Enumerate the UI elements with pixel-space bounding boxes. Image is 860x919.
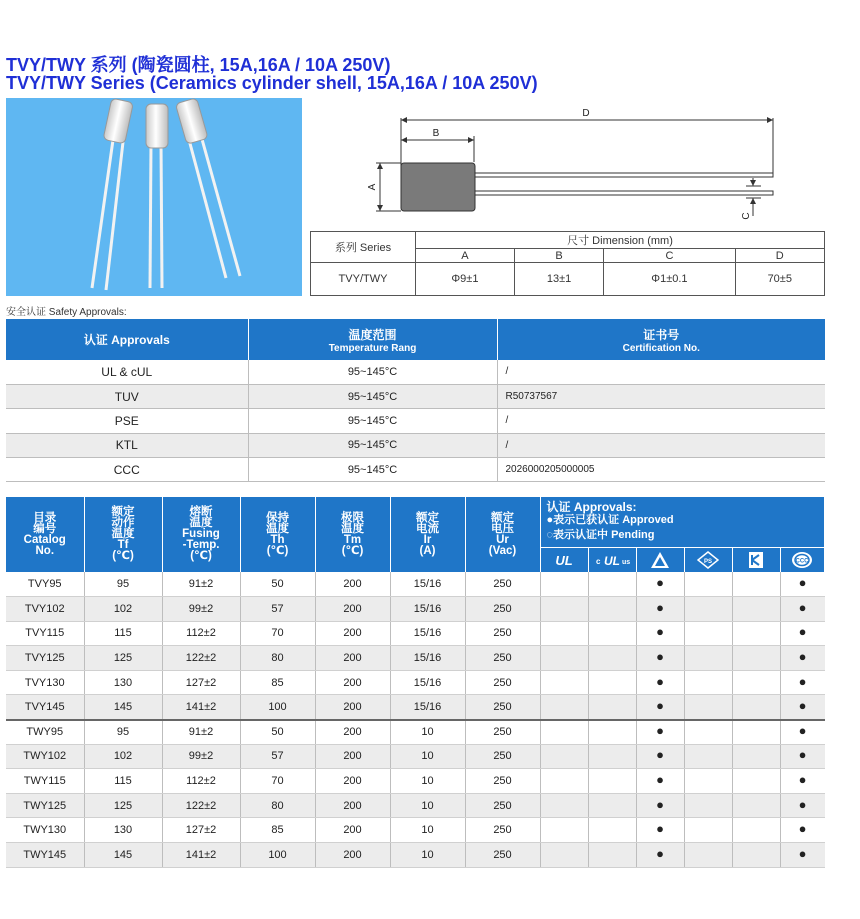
cell-ur: 250: [465, 818, 540, 843]
approval-mark-cul: [588, 646, 636, 671]
cell-ur: 250: [465, 621, 540, 646]
dim-col-d: D: [735, 249, 824, 263]
col-ir: 额定 电流 Ir (A): [390, 497, 465, 572]
approval-name: CCC: [6, 458, 248, 482]
col-tf: 额定 动作 温度 Tf (℃): [84, 497, 162, 572]
approval-mark-ul: [540, 621, 588, 646]
cell-ir: 15/16: [390, 621, 465, 646]
cell-no: TVY145: [6, 695, 84, 720]
cell-temp: 141±2: [162, 695, 240, 720]
cell-temp: 91±2: [162, 720, 240, 745]
approval-mark-pse: [684, 720, 732, 745]
title-en: TVY/TWY Series (Ceramics cylinder shell, 15A,16A / 10A 250V): [6, 73, 538, 93]
col-th: 保持 温度 Th (℃): [240, 497, 315, 572]
cell-tm: 200: [315, 597, 390, 622]
cell-temp: 99±2: [162, 744, 240, 769]
approval-mark-ccc: [780, 695, 825, 720]
cell-th: 57: [240, 744, 315, 769]
approved-dot-icon: ●: [798, 599, 807, 615]
cell-tm: 200: [315, 572, 390, 597]
cell-th: 57: [240, 597, 315, 622]
safety-approvals-label: 安全认证 Safety Approvals:: [6, 307, 127, 318]
approved-dot-icon: ●: [798, 821, 807, 837]
cell-ur: 250: [465, 670, 540, 695]
approved-dot-icon: ●: [798, 772, 807, 788]
approved-dot-icon: ●: [656, 624, 664, 640]
dim-col-a: A: [416, 249, 515, 263]
cell-ir: 15/16: [390, 695, 465, 720]
label-b: B: [432, 128, 440, 139]
approvals-table: [6, 319, 825, 482]
approval-mark-tuv: [636, 818, 684, 843]
table-row: [6, 670, 825, 695]
table-row: [6, 572, 825, 597]
approved-dot-icon: ●: [656, 723, 664, 739]
approval-mark-ul: [540, 843, 588, 868]
approval-mark-ul: [540, 646, 588, 671]
cell-tm: 200: [315, 621, 390, 646]
approval-cert: R50737567: [497, 384, 825, 408]
cell-tf: 95: [84, 572, 162, 597]
cell-ir: 10: [390, 843, 465, 868]
approval-mark-ccc: [780, 793, 825, 818]
approval-mark-ccc: [780, 572, 825, 597]
cell-no: TWY95: [6, 720, 84, 745]
cell-ir: 10: [390, 769, 465, 794]
cell-ur: 250: [465, 744, 540, 769]
cul-icon: [588, 547, 636, 572]
cell-tm: 200: [315, 818, 390, 843]
approval-name: UL & cUL: [6, 360, 248, 384]
cell-no: TWY130: [6, 818, 84, 843]
cell-ir: 15/16: [390, 670, 465, 695]
ccc-icon: [780, 547, 825, 572]
approval-mark-cul: [588, 720, 636, 745]
cell-tf: 102: [84, 744, 162, 769]
dimension-drawing: [306, 98, 826, 230]
cell-tf: 125: [84, 646, 162, 671]
col-fusing-temp: 熔断 温度 Fusing -Temp. (℃): [162, 497, 240, 572]
approval-mark-ccc: [780, 744, 825, 769]
approval-mark-cul: [588, 621, 636, 646]
dim-value-d: 70±5: [735, 263, 824, 296]
approval-mark-pse: [684, 744, 732, 769]
cell-no: TVY130: [6, 670, 84, 695]
approval-temp: 95~145°C: [248, 360, 497, 384]
table-row: [6, 744, 825, 769]
approval-mark-ul: [540, 720, 588, 745]
dim-series: TVY/TWY: [311, 263, 416, 296]
approved-dot-icon: ●: [798, 673, 807, 689]
approval-mark-cul: [588, 843, 636, 868]
col-tm: 极限 温度 Tm (℃): [315, 497, 390, 572]
cell-ir: 15/16: [390, 572, 465, 597]
cell-ur: 250: [465, 572, 540, 597]
cell-ir: 10: [390, 793, 465, 818]
approval-mark-cul: [588, 695, 636, 720]
cell-tf: 115: [84, 769, 162, 794]
approval-mark-ktl: [732, 843, 780, 868]
cell-ir: 15/16: [390, 597, 465, 622]
cell-tm: 200: [315, 646, 390, 671]
approval-row: [6, 360, 825, 384]
approved-dot-icon: ●: [798, 575, 807, 591]
cell-ur: 250: [465, 597, 540, 622]
approval-mark-cul: [588, 793, 636, 818]
cell-no: TVY102: [6, 597, 84, 622]
approval-mark-tuv: [636, 572, 684, 597]
approval-mark-ul: [540, 769, 588, 794]
approved-dot-icon: ●: [656, 575, 664, 591]
approval-mark-ktl: [732, 597, 780, 622]
approval-mark-tuv: [636, 769, 684, 794]
cell-th: 85: [240, 818, 315, 843]
dim-value-a: Φ9±1: [416, 263, 515, 296]
table-row: [6, 621, 825, 646]
approval-mark-ktl: [732, 670, 780, 695]
approval-mark-ccc: [780, 720, 825, 745]
table-row: [6, 818, 825, 843]
approval-mark-ul: [540, 695, 588, 720]
cell-no: TVY115: [6, 621, 84, 646]
cell-no: TWY145: [6, 843, 84, 868]
approval-mark-pse: [684, 769, 732, 794]
cell-tf: 130: [84, 670, 162, 695]
approval-mark-cul: [588, 744, 636, 769]
cell-temp: 141±2: [162, 843, 240, 868]
title-cn: TVY/TWY 系列 (陶瓷圆柱, 15A,16A / 10A 250V): [6, 55, 391, 75]
approval-cert: /: [497, 360, 825, 384]
cell-tf: 145: [84, 695, 162, 720]
table-row: [6, 597, 825, 622]
approved-dot-icon: ●: [656, 698, 664, 714]
approval-mark-cul: [588, 818, 636, 843]
approval-mark-ccc: [780, 769, 825, 794]
table-row: [6, 646, 825, 671]
cell-no: TVY95: [6, 572, 84, 597]
approved-dot-icon: ●: [798, 845, 807, 861]
series-header: 系列 Series: [311, 232, 416, 263]
approval-mark-pse: [684, 597, 732, 622]
cell-tf: 95: [84, 720, 162, 745]
svg-text:PS: PS: [703, 558, 713, 565]
pse-icon: [684, 547, 732, 572]
dim-col-b: B: [514, 249, 603, 263]
table-row: [6, 720, 825, 745]
approval-mark-tuv: [636, 670, 684, 695]
cell-th: 80: [240, 793, 315, 818]
approval-mark-cul: [588, 597, 636, 622]
approval-mark-ul: [540, 572, 588, 597]
approved-dot-icon: ●: [656, 649, 664, 665]
approval-mark-pse: [684, 621, 732, 646]
approval-temp: 95~145°C: [248, 433, 497, 457]
cell-th: 50: [240, 572, 315, 597]
approval-mark-ul: [540, 793, 588, 818]
cell-temp: 127±2: [162, 670, 240, 695]
approval-mark-tuv: [636, 720, 684, 745]
approved-dot-icon: ●: [798, 723, 807, 739]
cell-tm: 200: [315, 843, 390, 868]
approval-mark-tuv: [636, 793, 684, 818]
approval-mark-cul: [588, 670, 636, 695]
cell-temp: 122±2: [162, 793, 240, 818]
ktl-icon: [732, 547, 780, 572]
cell-temp: 112±2: [162, 621, 240, 646]
approval-mark-pse: [684, 646, 732, 671]
approved-dot-icon: ●: [798, 796, 807, 812]
approval-temp: 95~145°C: [248, 384, 497, 408]
approved-dot-icon: ●: [656, 599, 664, 615]
approval-mark-tuv: [636, 597, 684, 622]
cell-tm: 200: [315, 670, 390, 695]
label-c: C: [741, 212, 752, 220]
cell-tf: 102: [84, 597, 162, 622]
dim-value-b: 13±1: [514, 263, 603, 296]
approval-name: KTL: [6, 433, 248, 457]
cell-th: 50: [240, 720, 315, 745]
table-row: [6, 843, 825, 868]
approved-dot-icon: ●: [656, 821, 664, 837]
cell-ir: 10: [390, 818, 465, 843]
approved-dot-icon: ●: [798, 624, 807, 640]
cell-ur: 250: [465, 695, 540, 720]
approval-mark-ul: [540, 818, 588, 843]
approval-mark-pse: [684, 695, 732, 720]
cell-ir: 10: [390, 720, 465, 745]
approval-mark-pse: [684, 793, 732, 818]
cell-temp: 122±2: [162, 646, 240, 671]
ul-icon: [540, 547, 588, 572]
dimension-header: 尺寸 Dimension (mm): [416, 232, 825, 249]
cell-th: 100: [240, 843, 315, 868]
cell-th: 70: [240, 769, 315, 794]
cell-tf: 125: [84, 793, 162, 818]
approval-mark-ktl: [732, 769, 780, 794]
approved-dot-icon: ●: [798, 649, 807, 665]
approval-row: [6, 433, 825, 457]
approval-mark-ccc: [780, 646, 825, 671]
col-catalog-no: 目录 编号 Catalog No.: [6, 497, 84, 572]
approval-mark-ccc: [780, 818, 825, 843]
cell-temp: 127±2: [162, 818, 240, 843]
approval-mark-ccc: [780, 670, 825, 695]
approval-mark-pse: [684, 843, 732, 868]
table-row: [6, 695, 825, 720]
cell-ir: 10: [390, 744, 465, 769]
cell-tf: 115: [84, 621, 162, 646]
approval-mark-ccc: [780, 597, 825, 622]
cell-no: TWY102: [6, 744, 84, 769]
approval-mark-tuv: [636, 646, 684, 671]
table-row: [6, 793, 825, 818]
approved-dot-icon: ●: [656, 673, 664, 689]
approved-dot-icon: ●: [798, 698, 807, 714]
dim-col-c: C: [604, 249, 735, 263]
cell-th: 100: [240, 695, 315, 720]
label-a: A: [367, 183, 378, 191]
dim-value-c: Φ1±0.1: [604, 263, 735, 296]
approval-mark-ktl: [732, 793, 780, 818]
product-photo: [6, 98, 302, 296]
approved-dot-icon: ●: [656, 747, 664, 763]
approval-mark-tuv: [636, 843, 684, 868]
cell-ur: 250: [465, 793, 540, 818]
svg-text:c: c: [596, 556, 601, 566]
cell-no: TWY125: [6, 793, 84, 818]
approval-mark-ul: [540, 670, 588, 695]
cell-no: TWY115: [6, 769, 84, 794]
col-ur: 额定 电压 Ur (Vac): [465, 497, 540, 572]
cell-tm: 200: [315, 769, 390, 794]
approval-mark-pse: [684, 670, 732, 695]
cell-temp: 112±2: [162, 769, 240, 794]
approval-mark-ul: [540, 597, 588, 622]
approval-cert: 2026000205000005: [497, 458, 825, 482]
approval-name: TUV: [6, 384, 248, 408]
svg-text:CCC: CCC: [795, 558, 809, 565]
cell-tf: 145: [84, 843, 162, 868]
approved-dot-icon: ●: [798, 747, 807, 763]
approval-mark-ktl: [732, 621, 780, 646]
approval-mark-ul: [540, 744, 588, 769]
table-row: [6, 769, 825, 794]
approval-temp: 95~145°C: [248, 458, 497, 482]
cell-ur: 250: [465, 769, 540, 794]
cell-tm: 200: [315, 793, 390, 818]
approval-cert: /: [497, 433, 825, 457]
svg-text:UL: UL: [555, 552, 573, 568]
cell-tm: 200: [315, 695, 390, 720]
approved-dot-icon: ●: [656, 796, 664, 812]
cell-ir: 15/16: [390, 646, 465, 671]
approval-temp: 95~145°C: [248, 409, 497, 433]
approval-mark-pse: [684, 818, 732, 843]
tuv-icon: [636, 547, 684, 572]
svg-text:us: us: [622, 558, 631, 566]
temperature-header: 温度范围 Temperature Rang: [248, 319, 497, 360]
dimension-table: [310, 231, 825, 296]
approval-mark-ktl: [732, 646, 780, 671]
cell-tf: 130: [84, 818, 162, 843]
approval-mark-ktl: [732, 744, 780, 769]
cell-ur: 250: [465, 720, 540, 745]
approval-mark-cul: [588, 572, 636, 597]
catalog-table: [6, 497, 825, 868]
approval-mark-ktl: [732, 720, 780, 745]
cell-th: 85: [240, 670, 315, 695]
approval-mark-ktl: [732, 572, 780, 597]
label-d: D: [582, 108, 590, 119]
approvals-legend: 认证 Approvals: ●表示已获认证 Approved ◌表示认证中 Pending: [540, 497, 825, 547]
approval-row: [6, 384, 825, 408]
certification-header: 证书号 Certification No.: [497, 319, 825, 360]
approval-name: PSE: [6, 409, 248, 433]
approval-mark-ktl: [732, 695, 780, 720]
cell-tm: 200: [315, 744, 390, 769]
approved-dot-icon: ●: [656, 845, 664, 861]
approval-mark-ccc: [780, 843, 825, 868]
svg-text:UL: UL: [604, 553, 620, 568]
approval-row: [6, 458, 825, 482]
cell-no: TVY125: [6, 646, 84, 671]
approval-mark-tuv: [636, 695, 684, 720]
cell-ur: 250: [465, 646, 540, 671]
cell-th: 70: [240, 621, 315, 646]
approval-mark-tuv: [636, 744, 684, 769]
approval-mark-pse: [684, 572, 732, 597]
cell-tm: 200: [315, 720, 390, 745]
approval-row: [6, 409, 825, 433]
approval-mark-ktl: [732, 818, 780, 843]
cell-temp: 99±2: [162, 597, 240, 622]
cell-ur: 250: [465, 843, 540, 868]
approved-dot-icon: ●: [656, 772, 664, 788]
cell-th: 80: [240, 646, 315, 671]
approval-mark-ccc: [780, 621, 825, 646]
approval-mark-cul: [588, 769, 636, 794]
cell-temp: 91±2: [162, 572, 240, 597]
approvals-header: 认证 Approvals: [6, 319, 248, 360]
approval-cert: /: [497, 409, 825, 433]
approval-mark-tuv: [636, 621, 684, 646]
